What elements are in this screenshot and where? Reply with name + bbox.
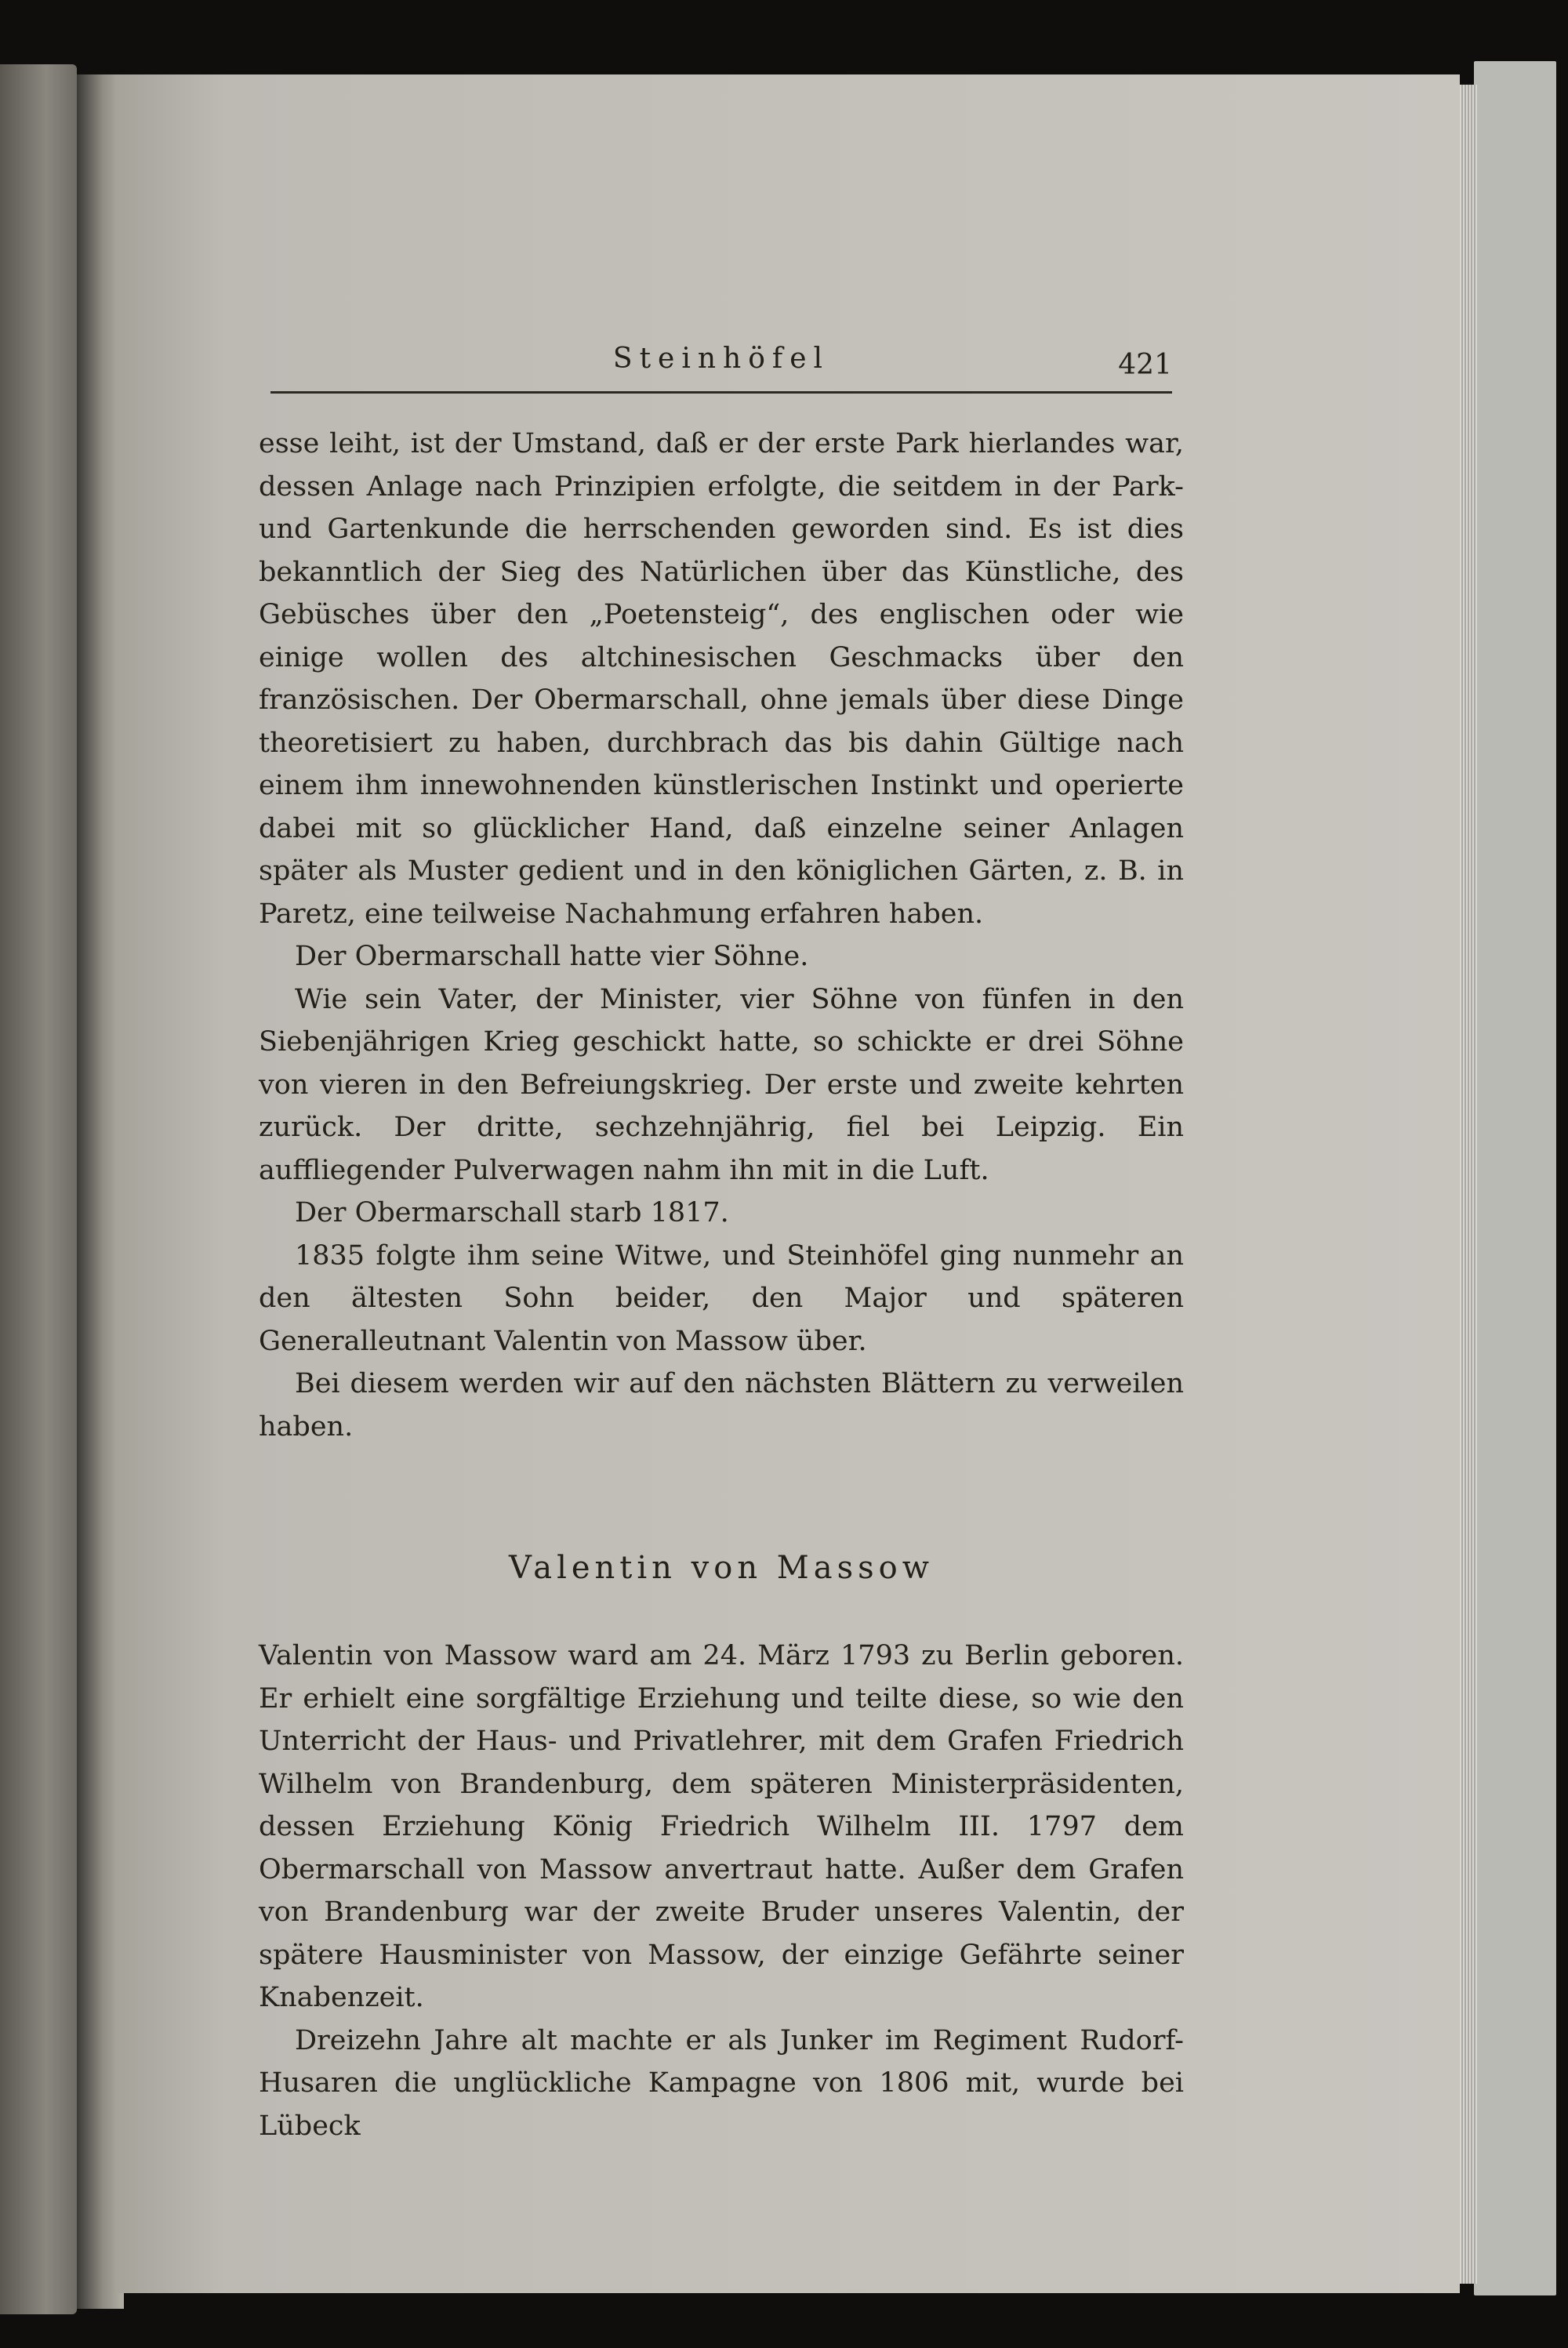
paragraph: Wie sein Vater, der Minister, vier Söhne von fünfen in den Siebenjährigen Krieg geschickt hatte, so schickte er drei Söhne von vieren in den Befreiungskrieg. Der erste und zweite kehrten zurück. Der dritte, sechzehnjährig, fiel bei Leipzig. Ein auffliegender Pulverwagen nahm ihn mit in die Luft. xyxy=(259,983,1184,1186)
paragraph: Dreizehn Jahre alt machte er als Junker im Regiment Rudorf-Husaren die unglückliche Kampagne von 1806 mit, wurde bei Lübeck xyxy=(259,2024,1184,2142)
page-header xyxy=(270,270,1172,381)
left-page-edge xyxy=(0,64,77,2314)
paragraph: Bei diesem werden wir auf den nächsten Blättern zu verweilen haben. xyxy=(259,1368,1184,1443)
page-edges xyxy=(1460,85,1477,2284)
paragraph: Valentin von Massow ward am 24. März 1793 zu Berlin geboren. Er erhielt eine sorgfältige Erziehung und teilte diese, so wie den Unterricht der Haus- und Privatlehrer, mit dem Grafen Friedrich Wilhelm von Brandenburg, dem späteren Ministerpräsidenten, dessen Erziehung König Friedrich Wilhelm III. 1797 dem Obermarschall von Massow anvertraut hatte. Außer dem Grafen von Brandenburg war der zweite Bruder unseres Valentin, der spätere Hausminister von Massow, der einzige Gefährte seiner Knabenzeit. xyxy=(259,1640,1184,2013)
section-body xyxy=(259,1635,1184,2147)
running-head: Steinhöfel xyxy=(612,343,830,375)
section-heading: Valentin von Massow xyxy=(509,1550,934,1586)
page-number: 421 xyxy=(1118,349,1172,381)
paragraph: Der Obermarschall starb 1817. xyxy=(295,1197,729,1228)
paragraph: 1835 folgte ihm seine Witwe, und Steinhöfel ging nunmehr an den ältesten Sohn beider, den Major und späteren Generalleutnant Valentin von Massow über. xyxy=(259,1239,1184,1357)
book-gutter xyxy=(77,74,124,2309)
paragraph: Der Obermarschall hatte vier Söhne. xyxy=(295,941,809,972)
book-page xyxy=(118,74,1460,2293)
book-cover-edge xyxy=(1474,61,1556,2295)
header-rule xyxy=(270,391,1172,394)
section-body xyxy=(259,423,1184,1448)
paragraph: esse leiht, ist der Umstand, daß er der erste Park hierlandes war, dessen Anlage nach Prinzipien erfolgte, die seitdem in der Park- und Gartenkunde die herrschenden geworden sind. Es ist dies bekanntlich der Sieg des Natürlichen über das Künstliche, des Gebüsches über den „Poetensteig“, des englischen oder wie einige wollen des altchinesischen Geschmacks über den französischen. Der Obermarschall, ohne jemals über diese Dinge theoretisiert zu haben, durchbrach das bis dahin Gültige nach einem ihm innewohnenden künstlerischen Instinkt und operierte dabei mit so glücklicher Hand, daß einzelne seiner Anlagen später als Muster gedient und in den königlichen Gärten, z. B. in Paretz, eine teilweise Nachahmung erfahren haben. xyxy=(259,428,1184,930)
